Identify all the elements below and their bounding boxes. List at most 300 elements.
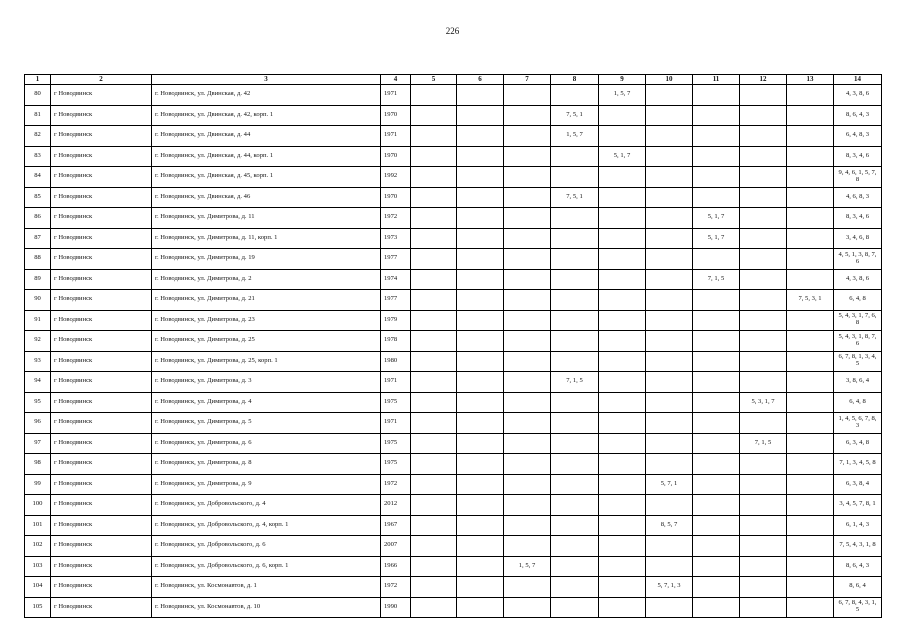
table-cell-col-6 <box>457 433 504 454</box>
table-cell-col-8 <box>551 433 599 454</box>
table-cell-col-2: г Новодвинск <box>51 536 152 557</box>
table-cell-col-6 <box>457 187 504 208</box>
table-cell-col-4: 1971 <box>381 413 411 434</box>
table-cell-col-5 <box>411 208 457 229</box>
table-cell-col-13 <box>787 577 834 598</box>
table-cell-col-14: 6, 4, 8 <box>834 392 882 413</box>
table-cell-col-7 <box>504 105 551 126</box>
table-cell-col-11 <box>693 187 740 208</box>
table-cell-col-6 <box>457 392 504 413</box>
table-cell-col-1: 96 <box>25 413 51 434</box>
table-cell-col-11 <box>693 290 740 311</box>
table-cell-col-12 <box>740 228 787 249</box>
table-cell-col-13 <box>787 249 834 270</box>
table-cell-col-11 <box>693 167 740 188</box>
table-cell-col-11 <box>693 474 740 495</box>
table-cell-col-6 <box>457 577 504 598</box>
table-row <box>25 85 882 106</box>
table-cell-col-3: г. Новодвинск, ул. Двинская, д. 44, корп. 1 <box>152 146 381 167</box>
column-header-14: 14 <box>834 75 882 85</box>
table-cell-col-11 <box>693 331 740 352</box>
table-cell-col-14: 5, 4, 3, 1, 8, 7, 6 <box>834 331 882 352</box>
table-cell-col-10 <box>646 413 693 434</box>
table-cell-col-3: г. Новодвинск, ул. Димитрова, д. 6 <box>152 433 381 454</box>
table-row <box>25 474 882 495</box>
table-cell-col-11 <box>693 536 740 557</box>
table-cell-col-13 <box>787 269 834 290</box>
table-cell-col-8 <box>551 597 599 618</box>
table-row <box>25 413 882 434</box>
table-cell-col-2: г Новодвинск <box>51 597 152 618</box>
table-cell-col-14: 8, 6, 4 <box>834 577 882 598</box>
table-cell-col-10 <box>646 269 693 290</box>
table-cell-col-8: 1, 5, 7 <box>551 126 599 147</box>
table-cell-col-6 <box>457 536 504 557</box>
table-cell-col-9 <box>599 187 646 208</box>
table-cell-col-2: г Новодвинск <box>51 105 152 126</box>
table-cell-col-9 <box>599 126 646 147</box>
table-cell-col-13 <box>787 105 834 126</box>
table-cell-col-8 <box>551 392 599 413</box>
table-cell-col-10 <box>646 556 693 577</box>
table-cell-col-4: 1971 <box>381 126 411 147</box>
table-cell-col-14: 4, 3, 8, 6 <box>834 269 882 290</box>
table-cell-col-1: 90 <box>25 290 51 311</box>
table-cell-col-7 <box>504 495 551 516</box>
table-cell-col-2: г Новодвинск <box>51 126 152 147</box>
table-cell-col-3: г. Новодвинск, ул. Двинская, д. 46 <box>152 187 381 208</box>
table-cell-col-1: 83 <box>25 146 51 167</box>
table-cell-col-6 <box>457 105 504 126</box>
table-cell-col-2: г Новодвинск <box>51 167 152 188</box>
table-cell-col-12 <box>740 208 787 229</box>
table-cell-col-10 <box>646 290 693 311</box>
table-cell-col-14: 8, 3, 4, 6 <box>834 146 882 167</box>
table-cell-col-11 <box>693 392 740 413</box>
table-cell-col-13 <box>787 167 834 188</box>
table-cell-col-13 <box>787 454 834 475</box>
table-row <box>25 167 882 188</box>
table-cell-col-1: 87 <box>25 228 51 249</box>
table-cell-col-10 <box>646 249 693 270</box>
table-cell-col-2: г Новодвинск <box>51 269 152 290</box>
table-cell-col-12 <box>740 413 787 434</box>
table-cell-col-5 <box>411 126 457 147</box>
table-cell-col-8 <box>551 536 599 557</box>
table-cell-col-13 <box>787 495 834 516</box>
table-cell-col-5 <box>411 556 457 577</box>
table-cell-col-4: 1978 <box>381 331 411 352</box>
table-cell-col-7 <box>504 228 551 249</box>
table-cell-col-13 <box>787 413 834 434</box>
table-cell-col-1: 92 <box>25 331 51 352</box>
table-cell-col-10 <box>646 187 693 208</box>
table-cell-col-2: г Новодвинск <box>51 290 152 311</box>
table-cell-col-6 <box>457 269 504 290</box>
table-cell-col-8 <box>551 331 599 352</box>
table-cell-col-3: г. Новодвинск, ул. Космонавтов, д. 10 <box>152 597 381 618</box>
table-cell-col-10 <box>646 536 693 557</box>
table-cell-col-6 <box>457 495 504 516</box>
table-cell-col-13 <box>787 515 834 536</box>
table-cell-col-7 <box>504 372 551 393</box>
table-row <box>25 290 882 311</box>
table-cell-col-1: 85 <box>25 187 51 208</box>
table-cell-col-13 <box>787 126 834 147</box>
table-cell-col-12 <box>740 167 787 188</box>
table-row <box>25 454 882 475</box>
table-row <box>25 310 882 331</box>
table-cell-col-7 <box>504 290 551 311</box>
table-cell-col-14: 6, 3, 4, 8 <box>834 433 882 454</box>
table-cell-col-11: 5, 1, 7 <box>693 208 740 229</box>
table-cell-col-4: 2012 <box>381 495 411 516</box>
table-cell-col-11 <box>693 372 740 393</box>
table-cell-col-7 <box>504 597 551 618</box>
table-cell-col-5 <box>411 290 457 311</box>
table-cell-col-2: г Новодвинск <box>51 556 152 577</box>
table-cell-col-14: 4, 6, 8, 3 <box>834 187 882 208</box>
table-cell-col-8 <box>551 310 599 331</box>
page-number: 226 <box>445 26 460 36</box>
table-cell-col-3: г. Новодвинск, ул. Космонавтов, д. 1 <box>152 577 381 598</box>
table-cell-col-10 <box>646 85 693 106</box>
table-cell-col-6 <box>457 310 504 331</box>
table-cell-col-7 <box>504 351 551 372</box>
table-cell-col-8: 7, 5, 1 <box>551 187 599 208</box>
table-cell-col-3: г. Новодвинск, ул. Димитрова, д. 8 <box>152 454 381 475</box>
data-table <box>24 74 882 618</box>
table-cell-col-11 <box>693 556 740 577</box>
table-cell-col-3: г. Новодвинск, ул. Добровольского, д. 4, корп. 1 <box>152 515 381 536</box>
table-cell-col-12 <box>740 331 787 352</box>
table-cell-col-7 <box>504 433 551 454</box>
table-cell-col-3: г. Новодвинск, ул. Димитрова, д. 21 <box>152 290 381 311</box>
table-cell-col-9 <box>599 597 646 618</box>
table-cell-col-13 <box>787 536 834 557</box>
table-cell-col-12 <box>740 474 787 495</box>
table-cell-col-1: 93 <box>25 351 51 372</box>
table-cell-col-12 <box>740 454 787 475</box>
column-header-1: 1 <box>25 75 51 85</box>
table-cell-col-7 <box>504 146 551 167</box>
table-cell-col-6 <box>457 372 504 393</box>
table-cell-col-6 <box>457 228 504 249</box>
table-cell-col-11 <box>693 249 740 270</box>
table-cell-col-7: 1, 5, 7 <box>504 556 551 577</box>
table-cell-col-8: 7, 5, 1 <box>551 105 599 126</box>
table-cell-col-14: 6, 7, 8, 4, 3, 1, 5 <box>834 597 882 618</box>
table-cell-col-8 <box>551 413 599 434</box>
table-cell-col-9 <box>599 208 646 229</box>
table-cell-col-12 <box>740 249 787 270</box>
table-cell-col-3: г. Новодвинск, ул. Димитрова, д. 23 <box>152 310 381 331</box>
table-cell-col-1: 103 <box>25 556 51 577</box>
table-cell-col-4: 1966 <box>381 556 411 577</box>
table-cell-col-10: 5, 7, 1 <box>646 474 693 495</box>
table-cell-col-1: 89 <box>25 269 51 290</box>
table-cell-col-6 <box>457 331 504 352</box>
table-cell-col-1: 81 <box>25 105 51 126</box>
table-cell-col-4: 1967 <box>381 515 411 536</box>
table-cell-col-10 <box>646 331 693 352</box>
table-cell-col-10 <box>646 351 693 372</box>
table-cell-col-5 <box>411 392 457 413</box>
table-row <box>25 146 882 167</box>
table-cell-col-4: 1980 <box>381 351 411 372</box>
table-cell-col-10 <box>646 454 693 475</box>
table-cell-col-12 <box>740 536 787 557</box>
table-cell-col-4: 1979 <box>381 310 411 331</box>
table-cell-col-5 <box>411 597 457 618</box>
table-cell-col-9 <box>599 515 646 536</box>
table-cell-col-13 <box>787 433 834 454</box>
table-cell-col-2: г Новодвинск <box>51 372 152 393</box>
table-cell-col-9 <box>599 556 646 577</box>
table-cell-col-8 <box>551 167 599 188</box>
table-cell-col-1: 102 <box>25 536 51 557</box>
table-cell-col-10 <box>646 105 693 126</box>
column-header-3: 3 <box>152 75 381 85</box>
table-cell-col-3: г. Новодвинск, ул. Димитрова, д. 25, корп. 1 <box>152 351 381 372</box>
table-cell-col-3: г. Новодвинск, ул. Двинская, д. 42, корп. 1 <box>152 105 381 126</box>
table-cell-col-8 <box>551 515 599 536</box>
table-cell-col-4: 1970 <box>381 187 411 208</box>
table-cell-col-2: г Новодвинск <box>51 249 152 270</box>
table-cell-col-9 <box>599 454 646 475</box>
table-cell-col-6 <box>457 515 504 536</box>
table-cell-col-4: 1974 <box>381 269 411 290</box>
table-cell-col-8 <box>551 85 599 106</box>
table-cell-col-14: 3, 4, 5, 7, 8, 1 <box>834 495 882 516</box>
table-cell-col-1: 98 <box>25 454 51 475</box>
table-cell-col-12 <box>740 85 787 106</box>
table-cell-col-11 <box>693 454 740 475</box>
table-cell-col-9 <box>599 351 646 372</box>
table-cell-col-4: 1971 <box>381 85 411 106</box>
table-cell-col-2: г Новодвинск <box>51 495 152 516</box>
table-cell-col-6 <box>457 351 504 372</box>
table-cell-col-1: 82 <box>25 126 51 147</box>
table-cell-col-4: 1973 <box>381 228 411 249</box>
table-cell-col-8 <box>551 351 599 372</box>
table-cell-col-7 <box>504 515 551 536</box>
table-cell-col-4: 1970 <box>381 146 411 167</box>
table-cell-col-4: 1970 <box>381 105 411 126</box>
table-cell-col-10 <box>646 228 693 249</box>
table-cell-col-6 <box>457 167 504 188</box>
table-cell-col-3: г. Новодвинск, ул. Двинская, д. 44 <box>152 126 381 147</box>
table-cell-col-8 <box>551 474 599 495</box>
column-header-7: 7 <box>504 75 551 85</box>
table-cell-col-6 <box>457 454 504 475</box>
table-cell-col-12 <box>740 515 787 536</box>
table-cell-col-3: г. Новодвинск, ул. Двинская, д. 45, корп. 1 <box>152 167 381 188</box>
table-cell-col-2: г Новодвинск <box>51 413 152 434</box>
table-cell-col-9 <box>599 372 646 393</box>
table-cell-col-6 <box>457 208 504 229</box>
table-cell-col-3: г. Новодвинск, ул. Добровольского, д. 6, корп. 1 <box>152 556 381 577</box>
table-cell-col-11: 7, 1, 5 <box>693 269 740 290</box>
table-cell-col-1: 101 <box>25 515 51 536</box>
table-row <box>25 269 882 290</box>
table-cell-col-12 <box>740 105 787 126</box>
table-cell-col-10 <box>646 310 693 331</box>
table-cell-col-12 <box>740 126 787 147</box>
table-cell-col-11: 5, 1, 7 <box>693 228 740 249</box>
table-cell-col-3: г. Новодвинск, ул. Двинская, д. 42 <box>152 85 381 106</box>
table-cell-col-14: 1, 4, 5, 6, 7, 8, 3 <box>834 413 882 434</box>
table-cell-col-12 <box>740 351 787 372</box>
table-cell-col-4: 1975 <box>381 392 411 413</box>
table-cell-col-8 <box>551 269 599 290</box>
table-cell-col-2: г Новодвинск <box>51 577 152 598</box>
table-cell-col-8 <box>551 146 599 167</box>
table-cell-col-11 <box>693 310 740 331</box>
table-cell-col-5 <box>411 85 457 106</box>
table-cell-col-2: г Новодвинск <box>51 515 152 536</box>
table-cell-col-2: г Новодвинск <box>51 433 152 454</box>
table-cell-col-6 <box>457 474 504 495</box>
table-cell-col-13 <box>787 310 834 331</box>
table-row <box>25 331 882 352</box>
table-cell-col-14: 6, 4, 8 <box>834 290 882 311</box>
table-cell-col-5 <box>411 413 457 434</box>
table-cell-col-11 <box>693 433 740 454</box>
table-cell-col-2: г Новодвинск <box>51 146 152 167</box>
table-cell-col-9: 5, 1, 7 <box>599 146 646 167</box>
table-cell-col-4: 1990 <box>381 597 411 618</box>
table-cell-col-9 <box>599 105 646 126</box>
table-cell-col-10 <box>646 167 693 188</box>
table-cell-col-3: г. Новодвинск, ул. Димитрова, д. 19 <box>152 249 381 270</box>
table-cell-col-10 <box>646 126 693 147</box>
table-cell-col-2: г Новодвинск <box>51 228 152 249</box>
table-cell-col-2: г Новодвинск <box>51 454 152 475</box>
table-cell-col-14: 6, 3, 8, 4 <box>834 474 882 495</box>
table-cell-col-11 <box>693 413 740 434</box>
column-header-10: 10 <box>646 75 693 85</box>
table-cell-col-7 <box>504 392 551 413</box>
table-row <box>25 515 882 536</box>
table-row <box>25 187 882 208</box>
table-cell-col-7 <box>504 577 551 598</box>
table-cell-col-4: 1977 <box>381 290 411 311</box>
table-cell-col-1: 80 <box>25 85 51 106</box>
table-cell-col-7 <box>504 85 551 106</box>
table-cell-col-7 <box>504 249 551 270</box>
table-cell-col-9 <box>599 269 646 290</box>
table-cell-col-3: г. Новодвинск, ул. Добровольского, д. 4 <box>152 495 381 516</box>
table-cell-col-14: 3, 4, 6, 8 <box>834 228 882 249</box>
table-cell-col-2: г Новодвинск <box>51 310 152 331</box>
table-cell-col-9 <box>599 331 646 352</box>
table-cell-col-6 <box>457 413 504 434</box>
table-cell-col-9 <box>599 228 646 249</box>
table-cell-col-3: г. Новодвинск, ул. Димитрова, д. 2 <box>152 269 381 290</box>
column-header-12: 12 <box>740 75 787 85</box>
table-cell-col-12 <box>740 556 787 577</box>
table-cell-col-4: 1975 <box>381 433 411 454</box>
table-cell-col-9 <box>599 577 646 598</box>
table-cell-col-9 <box>599 249 646 270</box>
table-cell-col-7 <box>504 310 551 331</box>
table-row <box>25 577 882 598</box>
table-cell-col-9 <box>599 433 646 454</box>
table-cell-col-5 <box>411 433 457 454</box>
table-cell-col-8 <box>551 454 599 475</box>
table-cell-col-7 <box>504 454 551 475</box>
table-body <box>25 85 882 618</box>
table-cell-col-11 <box>693 597 740 618</box>
table-cell-col-13 <box>787 392 834 413</box>
table-cell-col-1: 88 <box>25 249 51 270</box>
table-cell-col-12 <box>740 146 787 167</box>
table-cell-col-11 <box>693 126 740 147</box>
table-cell-col-11 <box>693 146 740 167</box>
table-cell-col-3: г. Новодвинск, ул. Димитрова, д. 25 <box>152 331 381 352</box>
table-cell-col-8 <box>551 556 599 577</box>
table-cell-col-12: 7, 1, 5 <box>740 433 787 454</box>
table-cell-col-14: 6, 1, 4, 3 <box>834 515 882 536</box>
column-header-4: 4 <box>381 75 411 85</box>
table-cell-col-14: 7, 5, 4, 3, 1, 8 <box>834 536 882 557</box>
table-cell-col-5 <box>411 146 457 167</box>
table-cell-col-4: 1977 <box>381 249 411 270</box>
table-cell-col-5 <box>411 310 457 331</box>
table-cell-col-3: г. Новодвинск, ул. Димитрова, д. 3 <box>152 372 381 393</box>
table-cell-col-9 <box>599 392 646 413</box>
table-cell-col-13 <box>787 208 834 229</box>
table-cell-col-1: 100 <box>25 495 51 516</box>
column-header-11: 11 <box>693 75 740 85</box>
table-cell-col-13: 7, 5, 3, 1 <box>787 290 834 311</box>
table-cell-col-9 <box>599 536 646 557</box>
table-cell-col-7 <box>504 208 551 229</box>
table-cell-col-14: 8, 3, 4, 6 <box>834 208 882 229</box>
table-cell-col-8 <box>551 495 599 516</box>
table-cell-col-5 <box>411 331 457 352</box>
table-cell-col-14: 9, 4, 6, 1, 5, 7, 8 <box>834 167 882 188</box>
column-header-2: 2 <box>51 75 152 85</box>
table-cell-col-3: г. Новодвинск, ул. Димитрова, д. 11, корп. 1 <box>152 228 381 249</box>
table-cell-col-11 <box>693 351 740 372</box>
table-cell-col-2: г Новодвинск <box>51 187 152 208</box>
table-cell-col-3: г. Новодвинск, ул. Димитрова, д. 4 <box>152 392 381 413</box>
table-cell-col-10: 8, 5, 7 <box>646 515 693 536</box>
table-cell-col-1: 105 <box>25 597 51 618</box>
table-header-row <box>25 75 882 85</box>
table-row <box>25 556 882 577</box>
table-cell-col-12: 5, 3, 1, 7 <box>740 392 787 413</box>
table-cell-col-9 <box>599 310 646 331</box>
table-cell-col-12 <box>740 597 787 618</box>
table-cell-col-10 <box>646 433 693 454</box>
table-cell-col-4: 1992 <box>381 167 411 188</box>
table-cell-col-1: 94 <box>25 372 51 393</box>
table-cell-col-12 <box>740 577 787 598</box>
table-cell-col-13 <box>787 597 834 618</box>
table-cell-col-8 <box>551 228 599 249</box>
table-row <box>25 433 882 454</box>
table-cell-col-2: г Новодвинск <box>51 208 152 229</box>
table-cell-col-6 <box>457 597 504 618</box>
table-cell-col-10 <box>646 372 693 393</box>
table-cell-col-4: 1972 <box>381 577 411 598</box>
column-header-8: 8 <box>551 75 599 85</box>
table-cell-col-12 <box>740 290 787 311</box>
table-cell-col-7 <box>504 126 551 147</box>
